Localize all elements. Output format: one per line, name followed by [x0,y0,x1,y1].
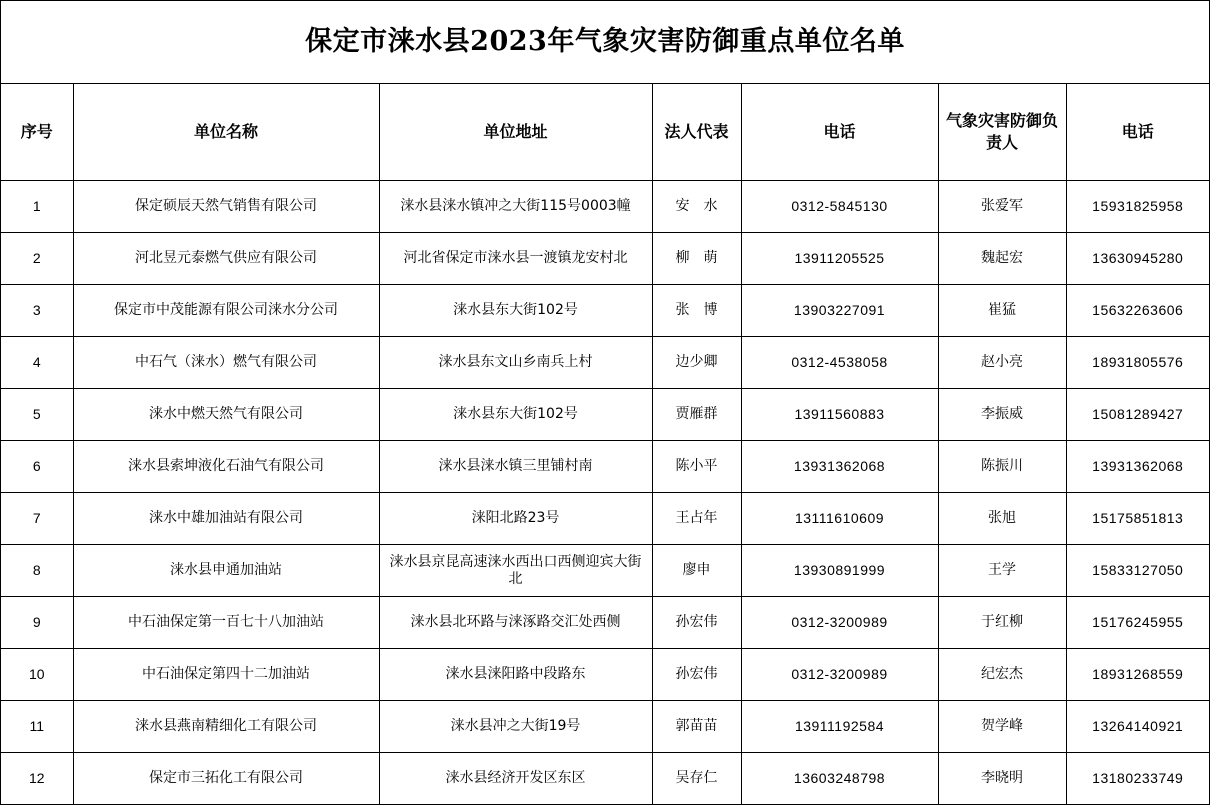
cell-unit-address: 涞水县涞阳路中段路东 [379,649,652,701]
cell-phone: 0312-3200989 [741,649,938,701]
cell-phone: 13931362068 [741,441,938,493]
cell-unit-name: 涞水中燃天然气有限公司 [73,389,379,441]
table-row [1,701,1209,753]
cell-unit-address: 涞水县涞水镇冲之大街115号0003幢 [379,181,652,233]
cell-phone: 13603248798 [741,753,938,805]
cell-phone: 0312-3200989 [741,597,938,649]
cell-unit-address: 涞水县东大街102号 [379,389,652,441]
cell-responsible-phone: 18931268559 [1066,649,1209,701]
cell-responsible-phone: 15833127050 [1066,545,1209,597]
cell-legal-rep: 孙宏伟 [652,649,741,701]
cell-seq: 11 [1,701,73,753]
cell-unit-name: 中石油保定第一百七十八加油站 [73,597,379,649]
cell-responsible-phone: 13630945280 [1066,233,1209,285]
table-row [1,493,1209,545]
cell-legal-rep: 陈小平 [652,441,741,493]
cell-unit-address: 涞阳北路23号 [379,493,652,545]
cell-unit-address: 涞水县经济开发区东区 [379,753,652,805]
cell-responsible-phone: 15081289427 [1066,389,1209,441]
table-row [1,545,1209,597]
header-name: 单位名称 [73,84,379,181]
header-responsible-phone: 电话 [1066,84,1209,181]
cell-responsible-phone: 15176245955 [1066,597,1209,649]
cell-responsible-phone: 13180233749 [1066,753,1209,805]
cell-phone: 13911205525 [741,233,938,285]
table-row [1,441,1209,493]
cell-seq: 5 [1,389,73,441]
cell-unit-address: 涞水县冲之大街19号 [379,701,652,753]
cell-unit-address: 涞水县东大街102号 [379,285,652,337]
cell-responsible: 纪宏杰 [938,649,1066,701]
cell-unit-name: 保定市中茂能源有限公司涞水分公司 [73,285,379,337]
cell-seq: 2 [1,233,73,285]
cell-legal-rep: 廖申 [652,545,741,597]
table-row [1,337,1209,389]
units-table [1,84,1209,804]
cell-seq: 10 [1,649,73,701]
cell-responsible: 李振威 [938,389,1066,441]
cell-unit-name: 涞水中雄加油站有限公司 [73,493,379,545]
cell-unit-address: 涞水县京昆高速涞水西出口西侧迎宾大街北 [379,545,652,597]
cell-phone: 13911192584 [741,701,938,753]
table-row [1,597,1209,649]
cell-responsible: 贺学峰 [938,701,1066,753]
cell-unit-address: 涞水县东文山乡南兵上村 [379,337,652,389]
cell-responsible-phone: 18931805576 [1066,337,1209,389]
cell-seq: 12 [1,753,73,805]
cell-responsible: 王学 [938,545,1066,597]
cell-responsible: 陈振川 [938,441,1066,493]
cell-responsible-phone: 15175851813 [1066,493,1209,545]
cell-unit-name: 涞水县燕南精细化工有限公司 [73,701,379,753]
cell-responsible: 于红柳 [938,597,1066,649]
header-phone: 电话 [741,84,938,181]
cell-legal-rep: 孙宏伟 [652,597,741,649]
cell-legal-rep: 柳 萌 [652,233,741,285]
cell-responsible: 赵小亮 [938,337,1066,389]
page-title: 保定市涞水县2023年气象灾害防御重点单位名单 [1,1,1209,84]
cell-unit-name: 中石油保定第四十二加油站 [73,649,379,701]
header-seq: 序号 [1,84,73,181]
cell-seq: 4 [1,337,73,389]
table-row [1,181,1209,233]
header-responsible: 气象灾害防御负责人 [938,84,1066,181]
cell-phone: 0312-5845130 [741,181,938,233]
cell-unit-address: 涞水县北环路与涞涿路交汇处西侧 [379,597,652,649]
cell-seq: 1 [1,181,73,233]
table-row [1,285,1209,337]
table-row [1,649,1209,701]
cell-seq: 3 [1,285,73,337]
cell-phone: 13930891999 [741,545,938,597]
cell-responsible: 张爱军 [938,181,1066,233]
cell-legal-rep: 安 水 [652,181,741,233]
cell-unit-name: 河北昱元泰燃气供应有限公司 [73,233,379,285]
cell-legal-rep: 贾雁群 [652,389,741,441]
cell-legal-rep: 张 博 [652,285,741,337]
table-row [1,233,1209,285]
cell-responsible-phone: 15632263606 [1066,285,1209,337]
cell-unit-address: 涞水县涞水镇三里铺村南 [379,441,652,493]
cell-phone: 13911560883 [741,389,938,441]
cell-unit-name: 保定硕辰天然气销售有限公司 [73,181,379,233]
cell-responsible-phone: 15931825958 [1066,181,1209,233]
table-row [1,389,1209,441]
cell-responsible: 李晓明 [938,753,1066,805]
cell-unit-name: 涞水县申通加油站 [73,545,379,597]
cell-unit-name: 涞水县索坤液化石油气有限公司 [73,441,379,493]
cell-legal-rep: 边少卿 [652,337,741,389]
cell-phone: 0312-4538058 [741,337,938,389]
cell-seq: 8 [1,545,73,597]
cell-unit-name: 中石气（涞水）燃气有限公司 [73,337,379,389]
cell-unit-name: 保定市三拓化工有限公司 [73,753,379,805]
cell-seq: 9 [1,597,73,649]
cell-legal-rep: 吴存仁 [652,753,741,805]
cell-responsible-phone: 13931362068 [1066,441,1209,493]
header-address: 单位地址 [379,84,652,181]
cell-phone: 13903227091 [741,285,938,337]
cell-phone: 13111610609 [741,493,938,545]
cell-responsible: 崔猛 [938,285,1066,337]
table-row [1,753,1209,805]
cell-legal-rep: 王占年 [652,493,741,545]
cell-seq: 7 [1,493,73,545]
table-header-row [1,84,1209,181]
cell-seq: 6 [1,441,73,493]
header-legal-rep: 法人代表 [652,84,741,181]
cell-responsible: 魏起宏 [938,233,1066,285]
cell-responsible-phone: 13264140921 [1066,701,1209,753]
cell-legal-rep: 郭苗苗 [652,701,741,753]
cell-unit-address: 河北省保定市涞水县一渡镇龙安村北 [379,233,652,285]
cell-responsible: 张旭 [938,493,1066,545]
